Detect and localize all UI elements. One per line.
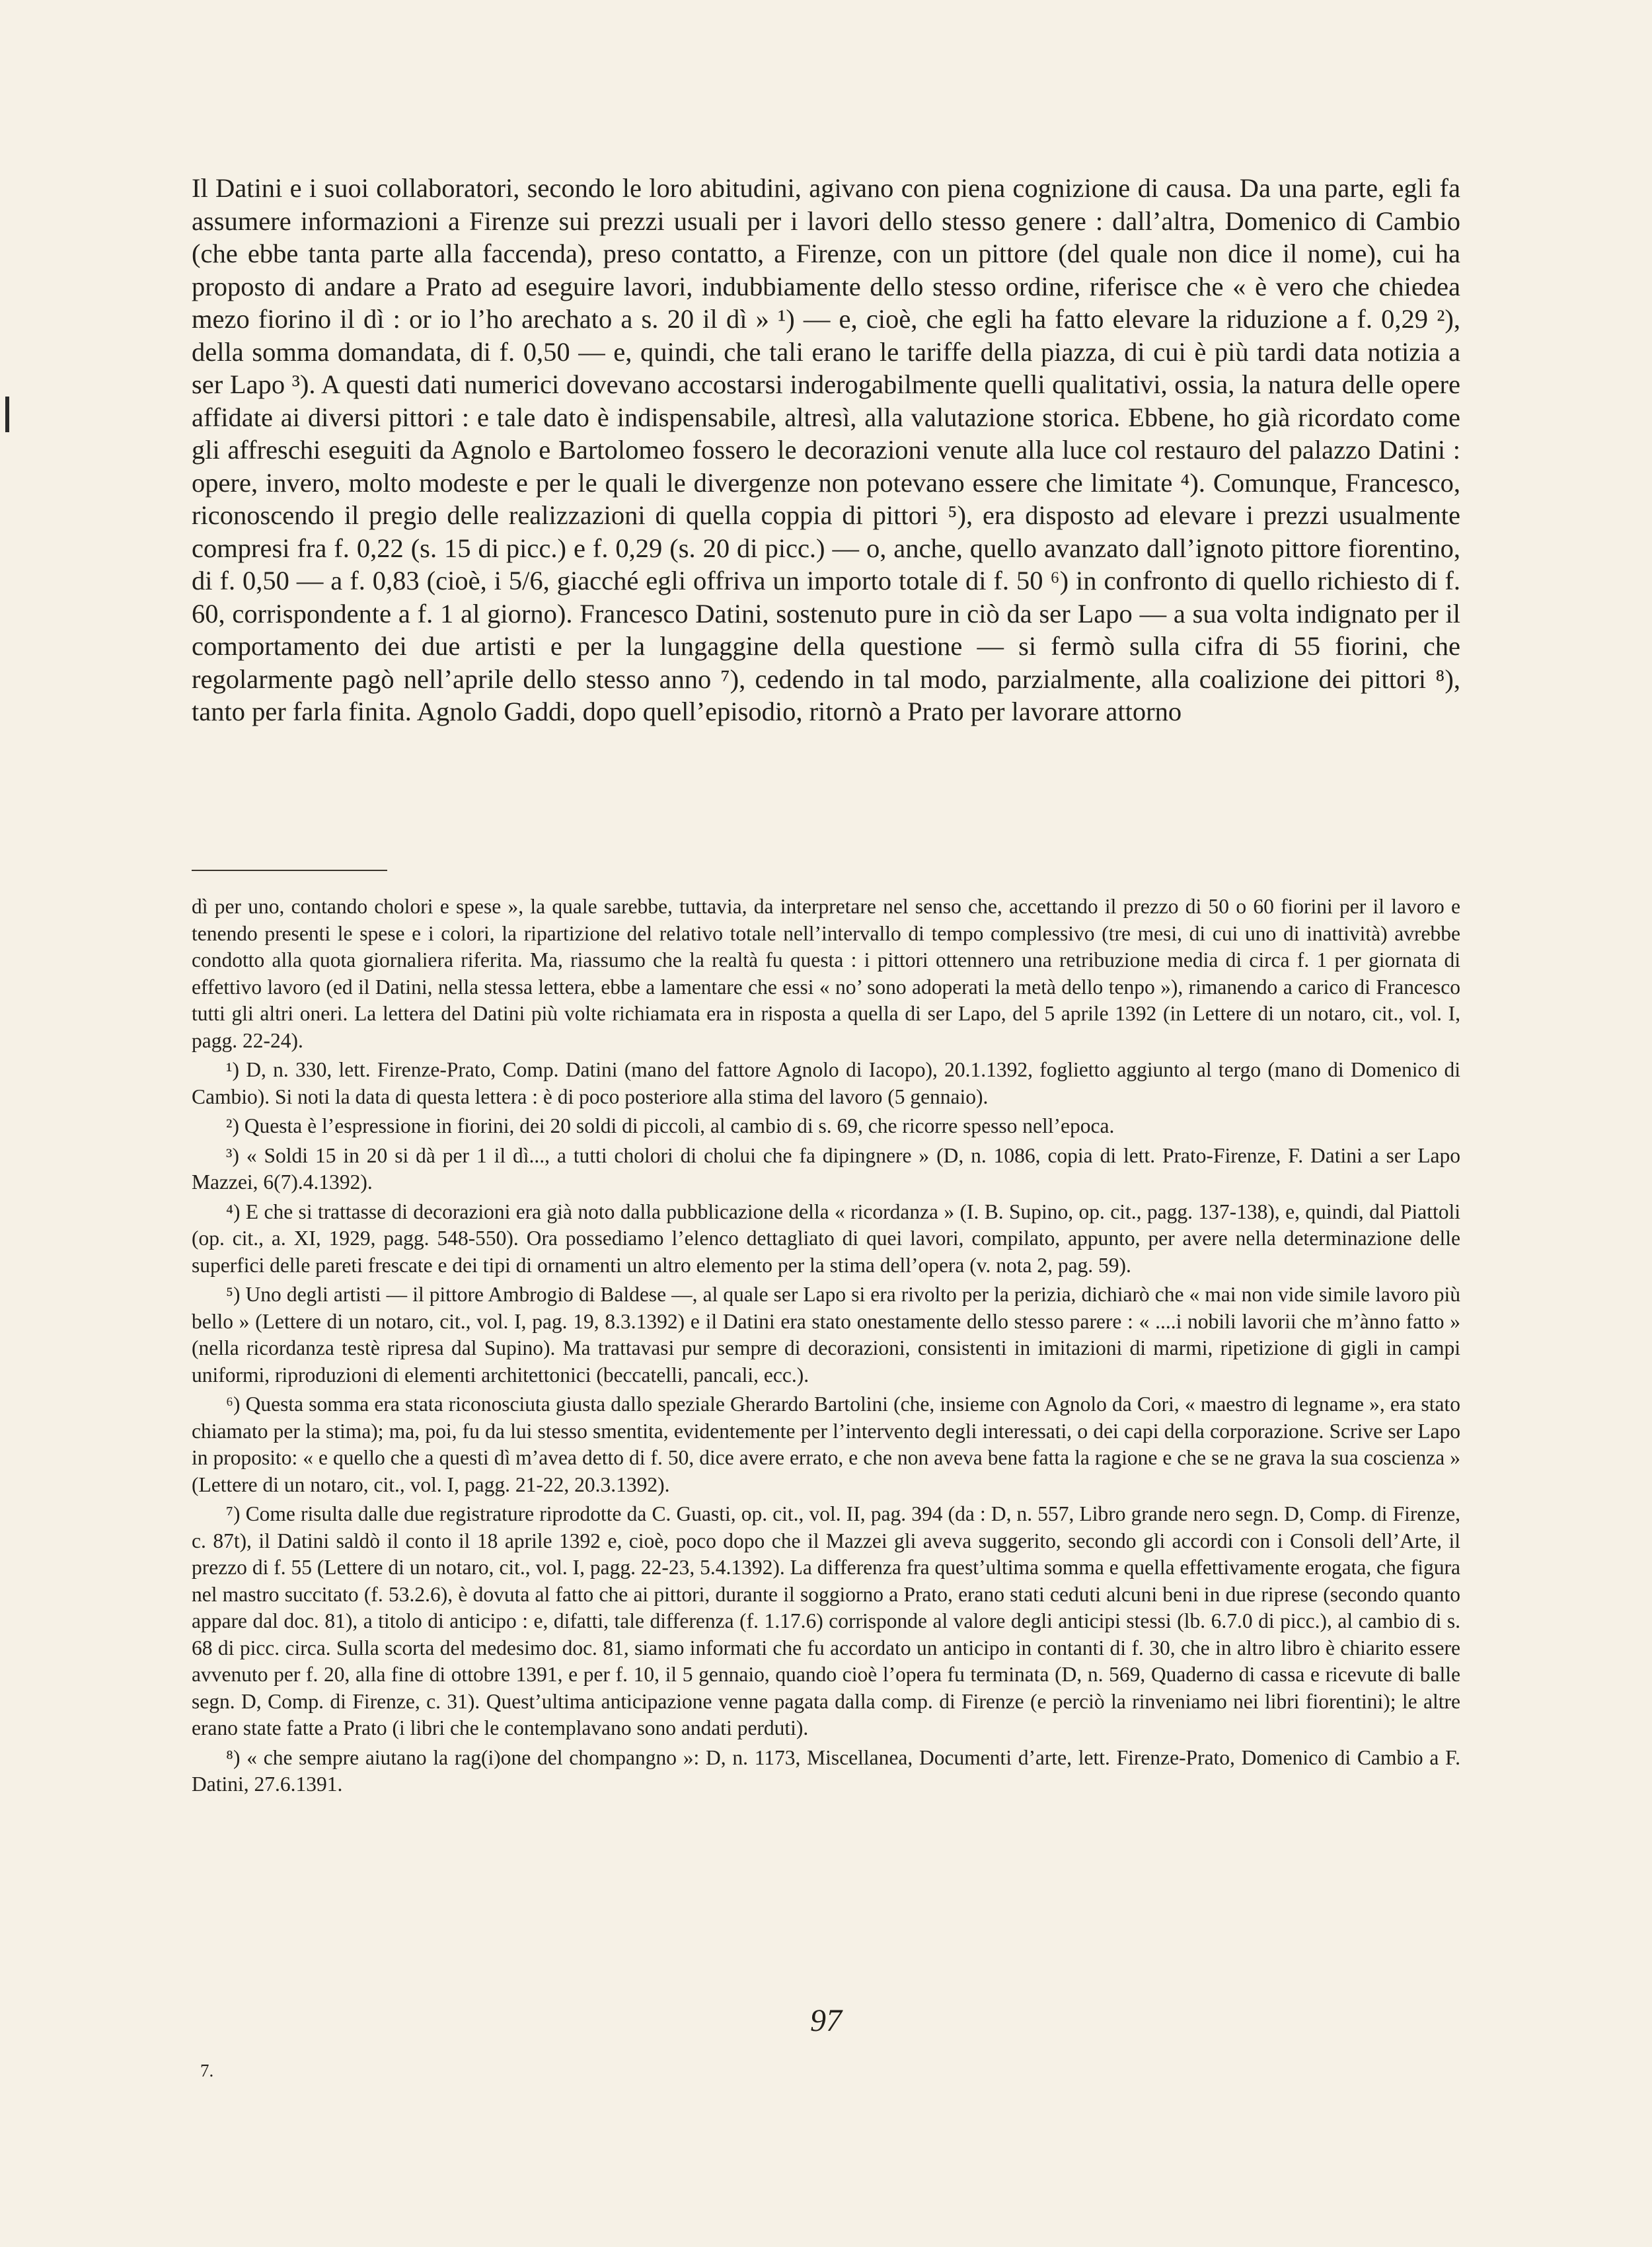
footnote-8: ⁸) « che sempre aiutano la rag(i)one del chompangno »: D, n. 1173, Miscellanea, Documenti d’arte, lett. Firenze-Prato, Domenico di Cambio a F. Datini, 27.6.1391. [192,1745,1460,1796]
footnote-continuation: dì per uno, contando cholori e spese », la quale sarebbe, tuttavia, da interpretare nel senso che, accettando il prezzo di 50 o 60 fiorini per il lavoro e tenendo presenti le spese e i colori, la ripartizione del relativo totale nell’intervallo di tempo complessivo (tre mesi, di cui uno di inattività) avrebbe condotto alla quota giornaliera riferita. Ma, riassumo che la realtà fu questa : i pittori ottennero una retribuzione media di circa f. 1 per giornata di effettivo lavoro (ed il Datini, nella stessa lettera, ebbe a lamentare che essi « no’ sono adoperati la metà dello tenpo »), rimanendo a carico di Francesco tutti gli altri oneri. La lettera del Datini più volte richiamata era in risposta a quella di ser Lapo, del 5 aprile 1392 (in Lettere di un notaro, cit., vol. I, pagg. 22-24). [192,895,1460,1052]
signature-mark: 7. [200,2061,214,2080]
footnote-3: ³) « Soldi 15 in 20 si dà per 1 il dì..., a tutti cholori di cholui che fa dipingnere » (D, n. 1086, copia di lett. Prato-Firenze, F. Datini a ser Lapo Mazzei, 6(7).4.1392). [192,1143,1460,1194]
main-paragraph: Il Datini e i suoi collaboratori, secondo le loro abitudini, agivano con piena cognizione di causa. Da una parte, egli fa assumere informazioni a Firenze sui prezzi usuali per i lavori dello stesso genere : dall’altra, Domenico di Cambio (che ebbe tanta parte alla faccenda), preso contatto, a Firenze, con un pittore (del quale non dice il nome), cui ha proposto di andare a Prato ad eseguire lavori, indubbiamente dello stesso ordine, riferisce che « è vero che chiedea mezo fiorino il dì : or io l’ho arechato a s. 20 il dì » ¹) — e, cioè, che egli ha fatto elevare la riduzione a f. 0,29 ²), della somma domandata, di f. 0,50 — e, quindi, che tali erano le tariffe della piazza, di cui è più tardi data notizia a ser Lapo ³). A questi dati numerici dovevano accostarsi inderogabilmente quelli qualitativi, ossia, la natura delle opere affidate ai diversi pittori : e tale dato è indispensabile, altresì, alla valutazione storica. Ebbene, ho già ricordato come gli affreschi eseguiti da Agnolo e Bartolomeo fossero le decorazioni venute alla luce col restauro del palazzo Datini : opere, invero, molto modeste e per le quali le divergenze non potevano essere che limitate ⁴). Comunque, Francesco, riconoscendo il pregio delle realizzazioni di quella coppia di pittori ⁵), era disposto ad elevare i prezzi usualmente compresi fra f. 0,22 (s. 15 di picc.) e f. 0,29 (s. 20 di picc.) — o, anche, quello avanzato dall’ignoto pittore fiorentino, di f. 0,50 — a f. 0,83 (cioè, i 5/6, giacché egli offriva un importo totale di f. 50 ⁶) in confronto di quello richiesto di f. 60, corrispondente a f. 1 al giorno). Francesco Datini, sostenuto pure in ciò da ser Lapo — a sua volta indignato per il comportamento dei due artisti e per la lungaggine della questione — si fermò sulla cifra di 55 fiorini, che regolarmente pagò nell’aprile dello stesso anno ⁷), cedendo in tal modo, parzialmente, alla coalizione dei pittori ⁸), tanto per farla finita. Agnolo Gaddi, dopo quell’episodio, ritornò a Prato per lavorare attorno [192,173,1460,726]
footnote-7: ⁷) Come risulta dalle due registrature riprodotte da C. Guasti, op. cit., vol. II, pag. 394 (da : D, n. 557, Libro grande nero segn. D, Comp. di Firenze, c. 87t), il Datini saldò il conto il 18 aprile 1392 e, cioè, poco dopo che il Mazzei gli aveva suggerito, secondo gli accordi con i Consoli dell’Arte, il prezzo di f. 55 (Lettere di un notaro, cit., vol. I, pagg. 22-23, 5.4.1392). La differenza fra quest’ultima somma e quella effettivamente erogata, che figura nel mastro succitato (f. 53.2.6), è dovuta al fatto che ai pittori, durante il soggiorno a Prato, erano stati ceduti alcuni beni in due riprese (secondo quanto appare dal doc. 81), a titolo di anticipo : e, difatti, tale differenza (f. 1.17.6) corrisponde al valore degli anticipi stessi (lb. 6.7.0 di picc.), al cambio di s. 68 di picc. circa. Sulla scorta del medesimo doc. 81, siamo informati che fu accordato un anticipo in contanti di f. 30, che in altro libro è chiarito essere avvenuto per f. 20, alla fine di ottobre 1391, e per f. 10, il 5 gennaio, quando cioè l’opera fu terminata (D, n. 569, Quaderno di cassa e ricevute di balle segn. D, Comp. di Firenze, c. 31). Quest’ultima anticipazione venne pagata dalla comp. di Firenze (e perciò la rinveniamo nei libri fiorentini); le altre erano state fatte a Prato (i libri che le contemplavano sono andati perduti). [192,1502,1460,1739]
footnote-4: ⁴) E che si trattasse di decorazioni era già noto dalla pubblicazione della « ricordanza » (I. B. Supino, op. cit., pagg. 137-138), e, quindi, dal Piattoli (op. cit., a. XI, 1929, pagg. 548-550). Ora possediamo l’elenco dettagliato di quei lavori, compilato, appunto, per avere nella determinazione delle superfici delle pareti frescate e dei tipi di ornamenti un altro elemento per la stima dell’opera (v. nota 2, pag. 59). [192,1200,1460,1277]
page-number: 97 [810,2003,842,2038]
scan-edge-mark [5,397,9,432]
footnote-2: ²) Questa è l’espressione in fiorini, dei 20 soldi di piccoli, al cambio di s. 69, che ricorre spesso nell’epoca. [226,1114,1115,1137]
footnote-1: ¹) D, n. 330, lett. Firenze-Prato, Comp. Datini (mano del fattore Agnolo di Iacopo), 20.1.1392, foglietto aggiunto al tergo (mano di Domenico di Cambio). Si noti la data di questa lettera : è di poco posteriore alla stima del lavoro (5 gennaio). [192,1058,1460,1108]
footnote-separator [192,870,387,871]
footnotes [192,894,1460,1798]
footnote-6: ⁶) Questa somma era stata riconosciuta giusta dallo speziale Gherardo Bartolini (che, insieme con Agnolo da Cori, « maestro di legname », era stato chiamato per la stima); ma, poi, fu da lui stesso smentita, evidentemente per l’intervento degli interessati, o dei capi della corporazione. Scrive ser Lapo in proposito: « e quello che a questi dì m’avea detto di f. 50, dice avere errato, e che non aveva bene fatta la ragione e che se ne grava la sua coscienza » (Lettere di un notaro, cit., vol. I, pagg. 21-22, 20.3.1392). [192,1392,1460,1496]
footnote-5: ⁵) Uno degli artisti — il pittore Ambrogio di Baldese —, al quale ser Lapo si era rivolto per la perizia, dichiarò che « mai non vide simile lavoro più bello » (Lettere di un notaro, cit., vol. I, pag. 19, 8.3.1392) e il Datini era stato onestamente dello stesso parere : « ....i nobili lavorii che m’ànno fatto » (nella ricordanza testè ripresa dal Supino). Ma trattavasi pur sempre di decorazioni, consistenti in imitazioni di marmi, ripetizione di gigli in campi uniformi, riproduzioni di elementi architettonici (beccatelli, pancali, ecc.). [192,1283,1460,1387]
